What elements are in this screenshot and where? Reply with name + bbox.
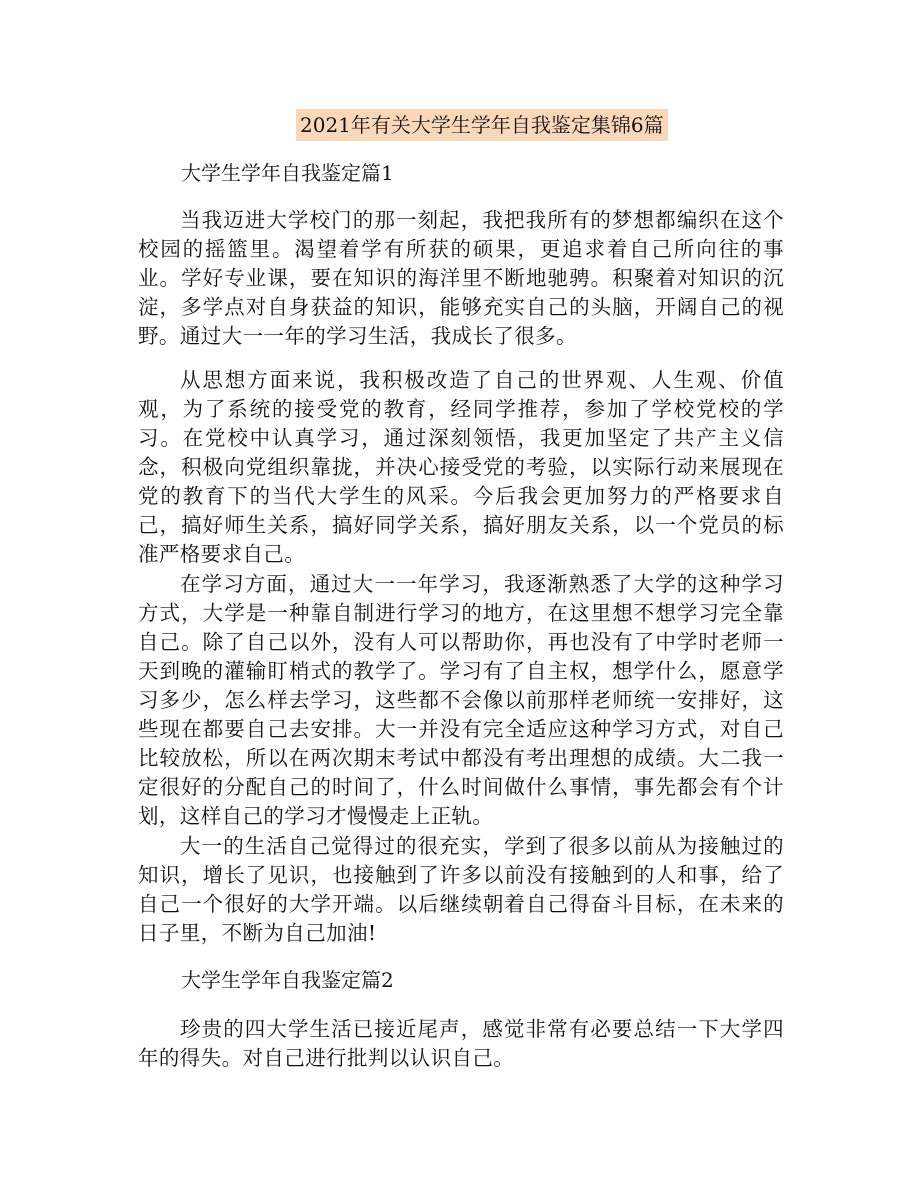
section-heading-1: 大学生学年自我鉴定篇1 — [181, 161, 394, 185]
section-2-paragraph-1: 珍贵的四大学生活已接近尾声，感觉非常有必要总结一下大学四年的得失。对自己进行批判以认识自己。 — [138, 1017, 784, 1070]
section-1-paragraph-4: 大一的生活自己觉得过的很充实，学到了很多以前从为接触过的知识，增长了见识，也接触到了许多以前没有接触到的人和事，给了自己一个很好的大学开端。以后继续朝着自己得奋斗目标，在未来的日子里，不断为自己加油! — [138, 834, 784, 945]
document-title: 2021年有关大学生学年自我鉴定集锦6篇 — [296, 109, 668, 141]
section-1-paragraph-1: 当我迈进大学校门的那一刻起，我把我所有的梦想都编织在这个校园的摇篮里。渴望着学有所获的硕果，更追求着自己所向往的事业。学好专业课，要在知识的海洋里不断地驰骋。积聚着对知识的沉淀，多学点对自身获益的知识，能够充实自己的头脑，开阔自己的视野。通过大一一年的学习生活，我成长了很多。 — [138, 208, 784, 348]
section-1-paragraph-2: 从思想方面来说，我积极改造了自己的世界观、人生观、价值观，为了系统的接受党的教育，经同学推荐，参加了学校党校的学习。在党校中认真学习，通过深刻领悟，我更加坚定了共产主义信念，积极向党组织靠拢，并决心接受党的考验，以实际行动来展现在党的教育下的当代大学生的风采。今后我会更加努力的严格要求自己，搞好师生关系，搞好同学关系，搞好朋友关系，以一个党员的标准严格要求自己。 — [138, 368, 784, 566]
section-heading-2: 大学生学年自我鉴定篇2 — [181, 968, 394, 992]
section-1-paragraph-3: 在学习方面，通过大一一年学习，我逐渐熟悉了大学的这种学习方式，大学是一种靠自制进行学习的地方，在这里想不想学习完全靠自己。除了自己以外，没有人可以帮助你，再也没有了中学时老师一天到晚的灌输盯梢式的教学了。学习有了自主权，想学什么，愿意学习多少，怎么样去学习，这些都不会像以前那样老师统一安排好，这些现在都要自己去安排。大一并没有完全适应这种学习方式，对自己比较放松，所以在两次期末考试中都没有考出理想的成绩。大二我一定很好的分配自己的时间了，什么时间做什么事情，事先都会有个计划，这样自己的学习才慢慢走上正轨。 — [138, 572, 784, 828]
